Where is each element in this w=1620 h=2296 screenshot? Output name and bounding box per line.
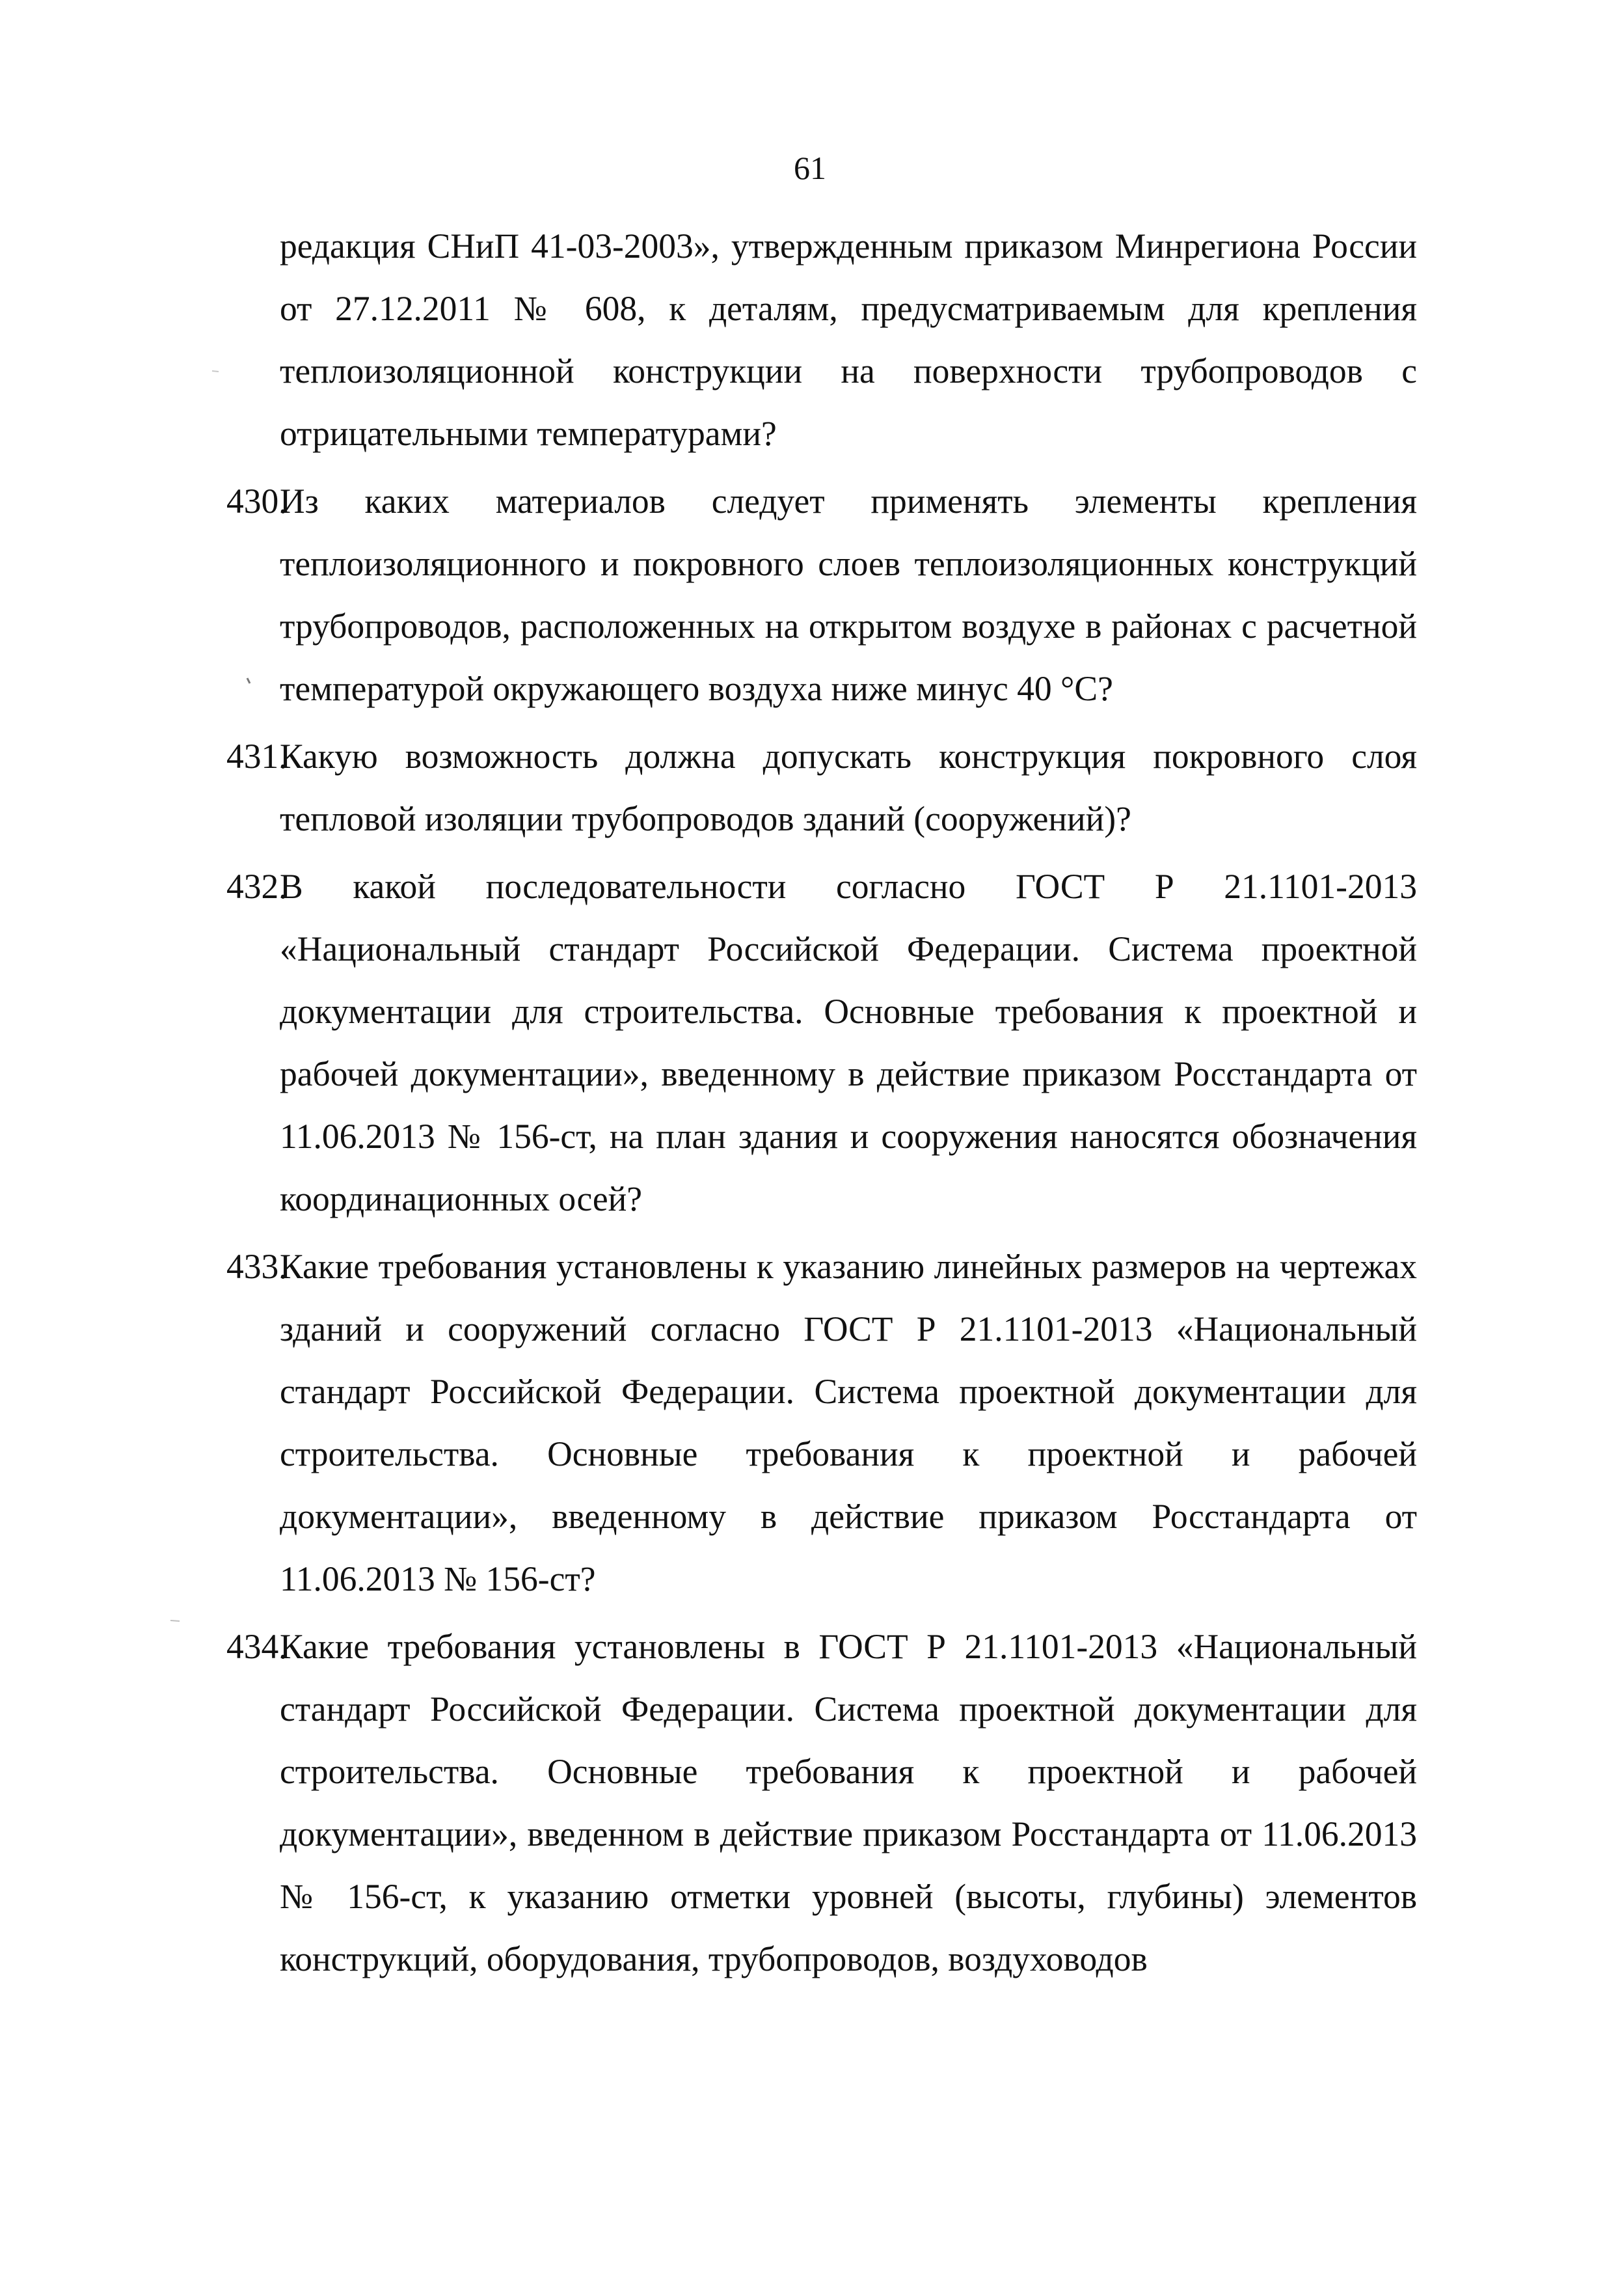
question-text: Из каких материалов следует применять элементы крепления теплоизоляционного и покровного слоев теплоизоляционных конструкций трубопроводов, расположенных на открытом воздухе в районах с расчетной температурой окружающего воздуха ниже минус 40 °С? [280,482,1417,708]
question-number: 432. [226,867,288,906]
question-item-432 [226,855,1417,1230]
question-number: 430. [226,482,288,521]
question-number: 431. [226,737,288,776]
question-text: Какую возможность должна допускать конструкция покровного слоя тепловой изоляции трубопроводов зданий (сооружений)? [280,737,1417,838]
question-text: В какой последовательности согласно ГОСТ Р 21.1101-2013 «Национальный стандарт Российской Федерации. Система проектной документации для строительства. Основные требования к проектной и рабочей документации», введенному в действие приказом Росстандарта от 11.06.2013 № 156-ст, на план здания и сооружения наносятся обозначения координационных осей? [280,867,1417,1218]
question-text: Какие требования установлены к указанию линейных размеров на чертежах зданий и сооружений согласно ГОСТ Р 21.1101-2013 «Национальный стандарт Российской Федерации. Система проектной документации для строительства. Основные требования к проектной и рабочей документации», введенному в действие приказом Росстандарта от 11.06.2013 № 156-ст? [280,1247,1417,1598]
question-item-431 [226,725,1417,850]
question-text: Какие требования установлены в ГОСТ Р 21.1101-2013 «Национальный стандарт Российской Федерации. Система проектной документации для строительства. Основные требования к проектной и рабочей документации», введенном в действие приказом Росстандарта от 11.06.2013 № 156-ст, к указанию отметки уровней (высоты, глубины) элементов конструкций, оборудования, трубопроводов, воздуховодов [280,1627,1417,1978]
question-number: 434. [226,1627,288,1666]
page-number: 61 [794,150,826,186]
document-body [226,215,1417,1995]
question-item-433 [226,1235,1417,1610]
continued-question-text: редакция СНиП 41-03-2003», утвержденным приказом Минрегиона России от 27.12.2011 № 608, к деталям, предусматриваемым для крепления теплоизоляционной конструкции на поверхности трубопроводов с отрицательными температурами? [280,226,1417,453]
question-item-430 [226,470,1417,720]
question-item-434 [226,1615,1417,1990]
scan-speck [170,1620,180,1621]
question-number: 433. [226,1247,288,1286]
scan-speck [212,371,219,372]
